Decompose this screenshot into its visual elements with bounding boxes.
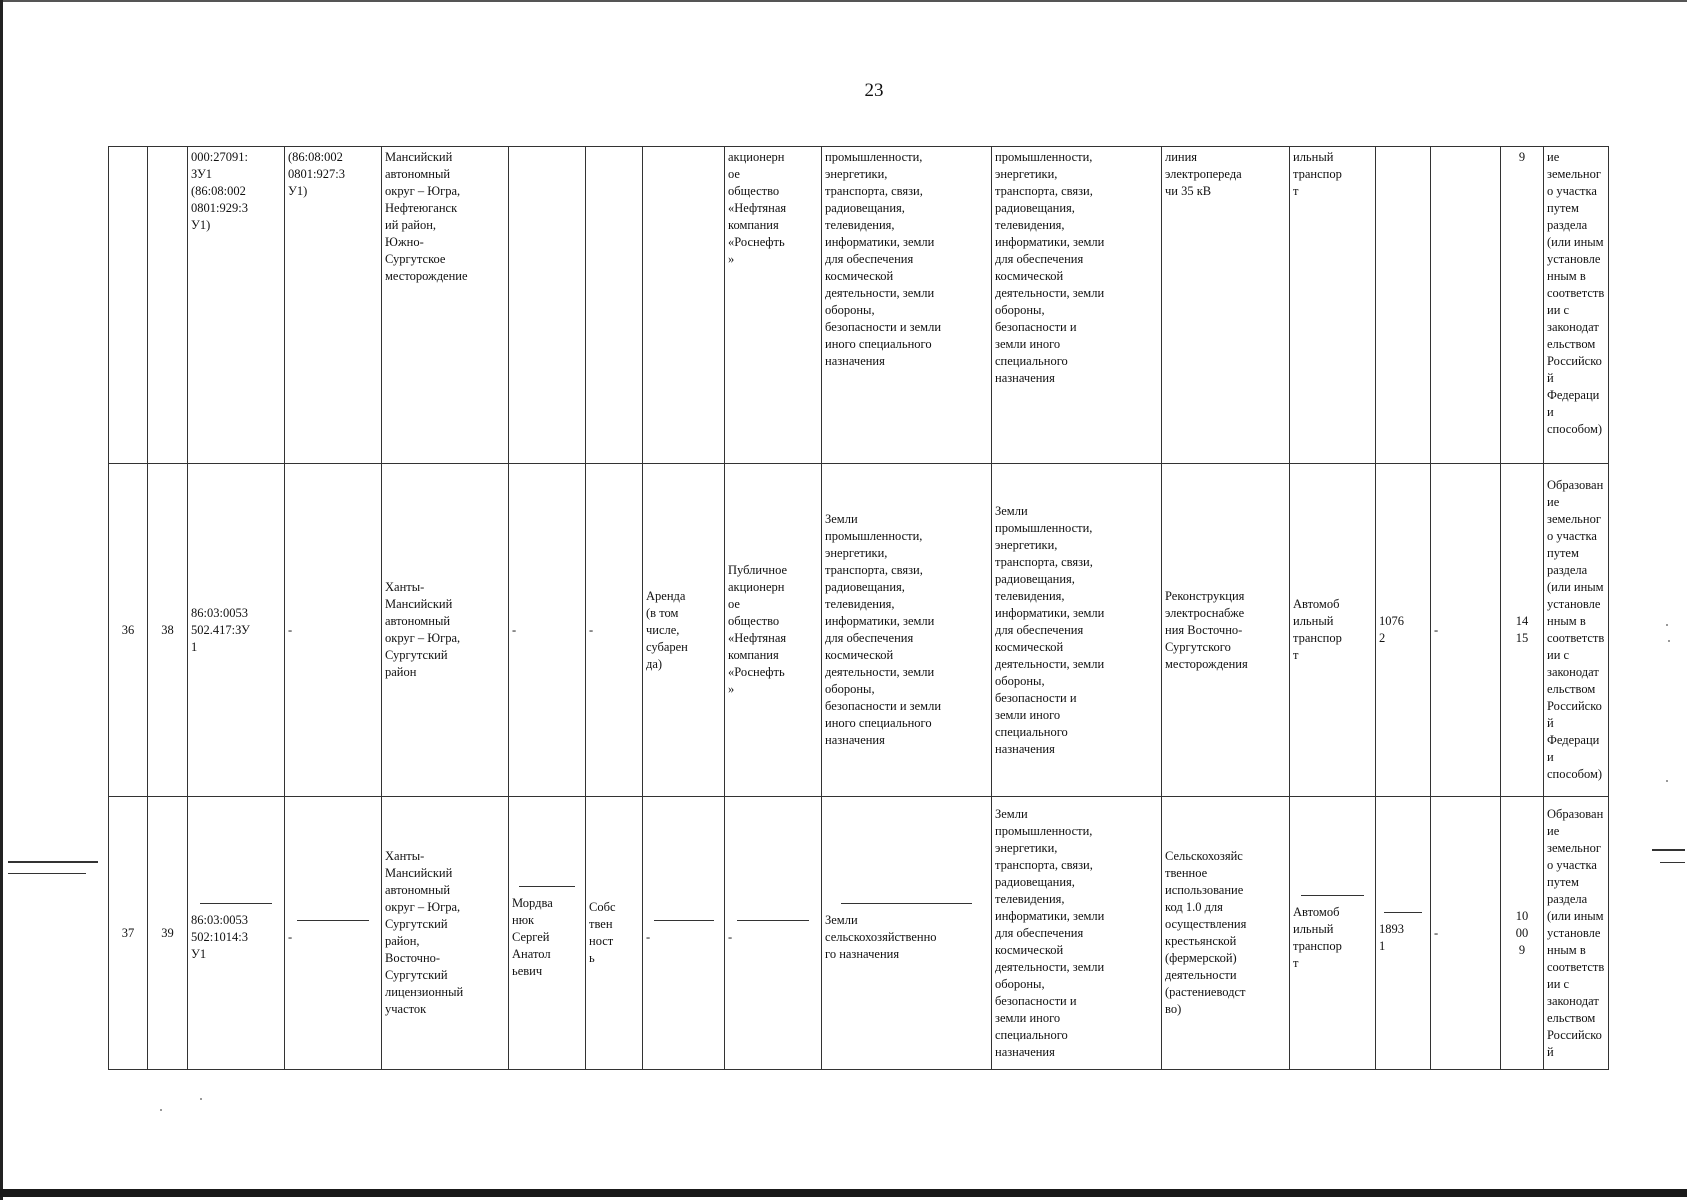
cell-owner: Мордва нюк Сергей Анатол ьевич	[509, 797, 586, 1070]
register-table	[108, 146, 1609, 1070]
cell-right	[586, 147, 643, 464]
cell-cadastral: 86:03:0053 502:1014:3 У1	[188, 797, 285, 1070]
scan-bottom-edge	[0, 1189, 1687, 1197]
cell-term: 9	[1501, 147, 1544, 464]
cell-dash: -	[1431, 797, 1501, 1070]
cell-right: Собс твен ност ь	[586, 797, 643, 1070]
cell-access: Автомоб ильный транспор т	[1290, 797, 1376, 1070]
cell-category-target: промышленности, энергетики, транспорта, связи, радиовещания, телевидения, информатики, земли для обеспечения космической деятельности, земли обороны, безопасности и земли иного специального назначения	[992, 147, 1162, 464]
register-table-container	[108, 146, 1608, 1069]
cell-related: (86:08:002 0801:927:3 У1)	[285, 147, 382, 464]
cell-holder: Публичное акционерн ое общество «Нефтяная компания «Роснефть »	[725, 464, 822, 797]
cell-category-current: Земли сельскохозяйственно го назначения	[822, 797, 992, 1070]
scan-speck	[1666, 780, 1668, 782]
cell-address: Мансийский автономный округ – Югра, Нефтеюганск ий район, Южно- Сургутское месторождение	[382, 147, 509, 464]
cell-purpose: Сельскохозяйс твенное использование код 1.0 для осуществления крестьянской (фермерской) деятельности (растениеводст во)	[1162, 797, 1290, 1070]
cell-area	[1376, 147, 1431, 464]
cell-category-target: Земли промышленности, энергетики, транспорта, связи, радиовещания, телевидения, информатики, земли для обеспечения космической деятельности, земли обороны, безопасности и земли иного специального назначения	[992, 464, 1162, 797]
cell-encumbrance	[643, 147, 725, 464]
table-row	[109, 147, 1609, 464]
cell-holder: акционерн ое общество «Нефтяная компания «Роснефть »	[725, 147, 822, 464]
cell-access: ильный транспор т	[1290, 147, 1376, 464]
struck-line	[519, 886, 575, 887]
cell-method: Образован ие земельног о участка путем раздела (или иным установле нным в соответств ии с законодат ельством Российско й	[1544, 797, 1609, 1070]
cell-address: Ханты- Мансийский автономный округ – Югра, Сургутский район, Восточно- Сургутский лицензионный участок	[382, 797, 509, 1070]
margin-mark	[1652, 849, 1685, 851]
struck-line	[654, 920, 714, 921]
cell-category-current: промышленности, энергетики, транспорта, связи, радиовещания, телевидения, информатики, земли для обеспечения космической деятельности, земли обороны, безопасности и земли иного специального назначения	[822, 147, 992, 464]
cell-encumbrance: -	[643, 797, 725, 1070]
scan-speck	[1668, 640, 1670, 642]
cell-index	[109, 147, 148, 464]
scan-speck	[160, 1109, 162, 1111]
scan-speck	[200, 1098, 202, 1100]
cell-address: Ханты- Мансийский автономный округ – Югра, Сургутский район	[382, 464, 509, 797]
cell-method: Образован ие земельног о участка путем раздела (или иным установле нным в соответств ии с законодат ельством Российско й Федераци и способом)	[1544, 464, 1609, 797]
cell-method: ие земельног о участка путем раздела (или иным установле нным в соответств ии с законодат ельством Российско й Федераци и способом)	[1544, 147, 1609, 464]
cell-category-current: Земли промышленности, энергетики, транспорта, связи, радиовещания, телевидения, информатики, земли для обеспечения космической деятельности, земли обороны, безопасности и земли иного специального назначения	[822, 464, 992, 797]
cell-term: 10 00 9	[1501, 797, 1544, 1070]
cell-right: -	[586, 464, 643, 797]
scan-left-edge	[0, 0, 3, 1200]
cell-index: 37	[109, 797, 148, 1070]
cell-owner	[509, 147, 586, 464]
cell-index: 36	[109, 464, 148, 797]
cell-purpose: линия электропереда чи 35 кВ	[1162, 147, 1290, 464]
struck-line	[737, 920, 809, 921]
struck-line	[297, 920, 369, 921]
struck-line	[1384, 912, 1422, 913]
table-row	[109, 797, 1609, 1070]
cell-cadastral: 000:27091: ЗУ1 (86:08:002 0801:929:3 У1)	[188, 147, 285, 464]
struck-line	[200, 903, 272, 904]
cell-dash	[1431, 147, 1501, 464]
cell-cadastral: 86:03:0053 502.417:ЗУ 1	[188, 464, 285, 797]
cell-area: 1893 1	[1376, 797, 1431, 1070]
page-number: 23	[864, 80, 884, 101]
cell-holder: -	[725, 797, 822, 1070]
scan-top-edge	[0, 0, 1687, 2]
cell-purpose: Реконструкция электроснабже ния Восточно- Сургутского месторождения	[1162, 464, 1290, 797]
cell-dash: -	[1431, 464, 1501, 797]
cell-related: -	[285, 464, 382, 797]
cell-number: 38	[148, 464, 188, 797]
margin-mark	[8, 861, 98, 863]
struck-line	[1301, 895, 1364, 896]
cell-area: 1076 2	[1376, 464, 1431, 797]
cell-related: -	[285, 797, 382, 1070]
table-row	[109, 464, 1609, 797]
cell-encumbrance: Аренда (в том числе, субарен да)	[643, 464, 725, 797]
cell-category-target: Земли промышленности, энергетики, транспорта, связи, радиовещания, телевидения, информатики, земли для обеспечения космической деятельности, земли обороны, безопасности и земли иного специального назначения	[992, 797, 1162, 1070]
scan-speck	[1666, 624, 1668, 626]
cell-owner: -	[509, 464, 586, 797]
margin-mark	[8, 873, 86, 874]
cell-number	[148, 147, 188, 464]
cell-term: 14 15	[1501, 464, 1544, 797]
struck-line	[841, 903, 971, 904]
cell-number: 39	[148, 797, 188, 1070]
cell-access: Автомоб ильный транспор т	[1290, 464, 1376, 797]
margin-mark	[1660, 862, 1685, 863]
